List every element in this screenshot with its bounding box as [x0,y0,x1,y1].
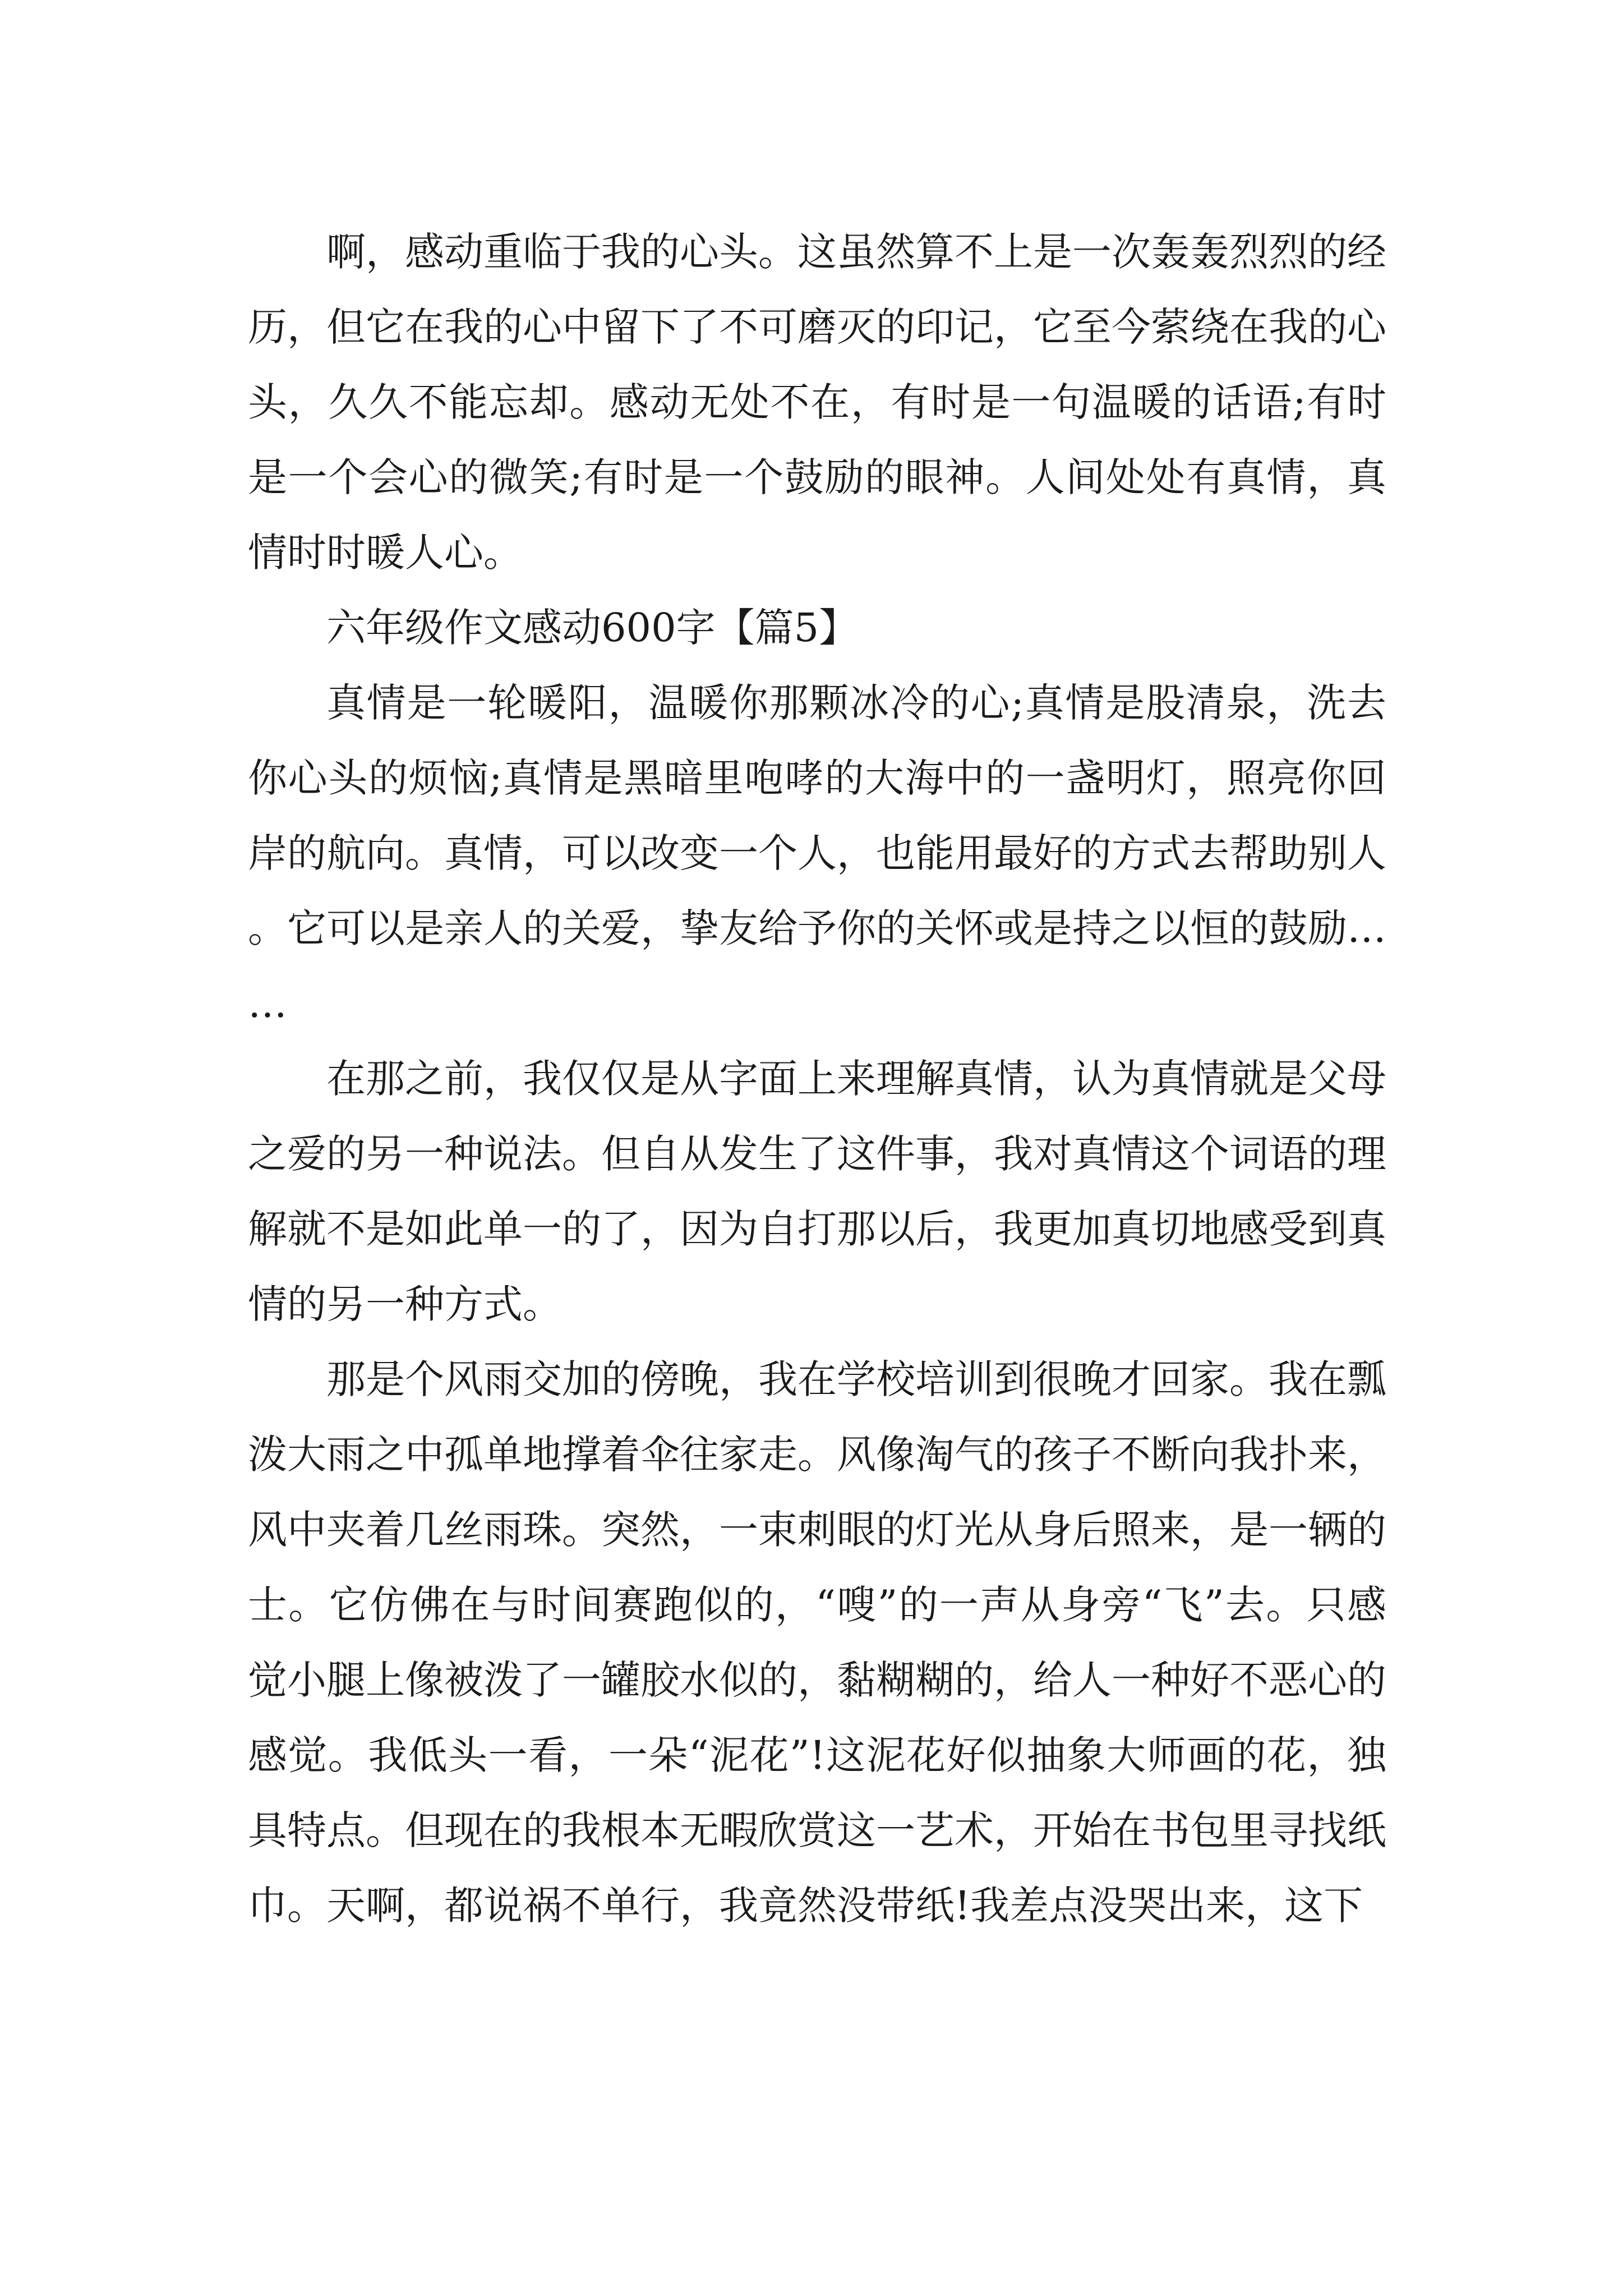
paragraph: 真情是一轮暖阳，温暖你那颗冰冷的心;真情是股清泉，洗去你心头的烦恼;真情是黑暗里咆哮的大海中的一盏明灯，照亮你回岸的航向。真情，可以改变一个人，也能用最好的方式去帮助别人。它可以是亲人的关爱，挚友给予你的关怀或是持之以恒的鼓励…… [248,680,1386,1027]
paragraph: 那是个风雨交加的傍晚，我在学校培训到很晚才回家。我在瓢泼大雨之中孤单地撑着伞往家走。风像淘气的孩子不断向我扑来，风中夹着几丝雨珠。突然，一束刺眼的灯光从身后照来，是一辆的士。它仿佛在与时间赛跑似的，“嗖”的一声从身旁“飞”去。只感觉小腿上像被泼了一罐胶水似的，黏糊糊的，给人一种好不恶心的感觉。我低头一看，一朵“泥花”!这泥花好似抽象大师画的花，独具特点。但现在的我根本无暇欣赏这一艺术，开始在书包里寻找纸巾。天啊，都说祸不单行，我竟然没带纸!我差点没哭出来，这下 [248,1356,1386,1929]
paragraph: 啊，感动重临于我的心头。这虽然算不上是一次轰轰烈烈的经历，但它在我的心中留下了不可磨灭的印记，它至今萦绕在我的心头，久久不能忘却。感动无处不在，有时是一句温暖的话语;有时是一个会心的微笑;有时是一个鼓励的眼神。人间处处有真情，真情时时暖人心。 [248,229,1386,576]
paragraph: 在那之前，我仅仅是从字面上来理解真情，认为真情就是父母之爱的另一种说法。但自从发生了这件事，我对真情这个词语的理解就不是如此单一的了，因为自打那以后，我更加真切地感受到真情的另一种方式。 [248,1056,1386,1327]
section-heading: 六年级作文感动600字【篇5】 [326,605,859,651]
document-body [248,214,1386,1943]
